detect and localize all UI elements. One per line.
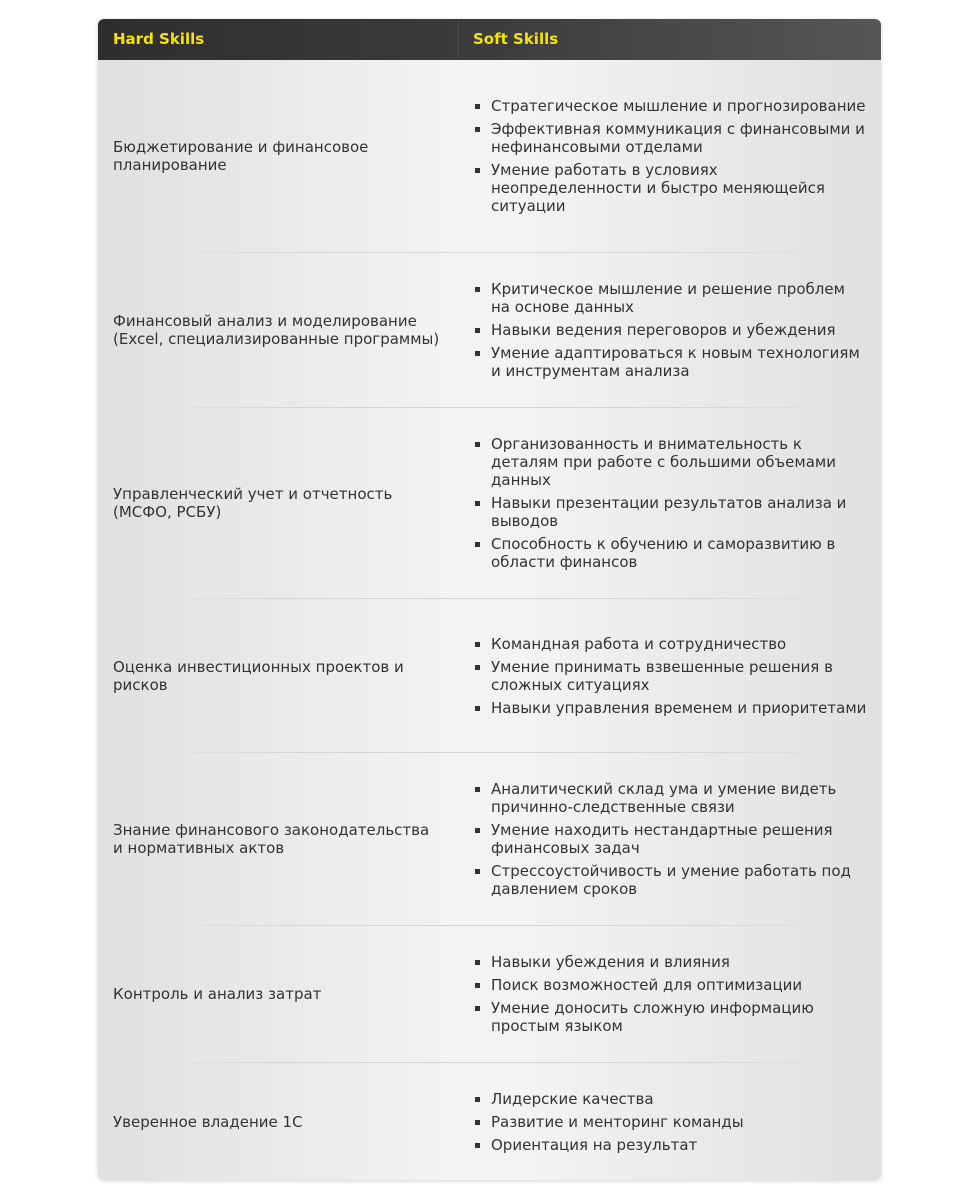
soft-skills-list <box>473 635 868 717</box>
table-row <box>98 253 881 407</box>
table-row <box>98 599 881 752</box>
skills-table <box>98 19 881 1180</box>
list-item <box>473 953 868 971</box>
square-bullet-icon <box>475 287 480 292</box>
square-bullet-icon <box>475 1006 480 1011</box>
square-bullet-icon <box>475 328 480 333</box>
hard-skill-cell: Финансовый анализ и моделирование (Excel, специализированные программы) <box>113 312 440 348</box>
soft-skill-text: Командная работа и сотрудничество <box>491 634 787 653</box>
soft-skill-text: Лидерские качества <box>491 1089 654 1108</box>
list-item <box>473 161 868 215</box>
header-hard-skills: Hard Skills <box>113 30 205 48</box>
soft-skill-text: Стрессоустойчивость и умение работать под давлением сроков <box>491 862 851 898</box>
list-item <box>473 344 868 380</box>
list-item <box>473 780 868 816</box>
table-row <box>98 1063 881 1180</box>
soft-skill-text: Навыки управления временем и приоритетами <box>491 698 867 717</box>
table-row <box>98 926 881 1062</box>
list-item <box>473 999 868 1035</box>
soft-skill-text: Умение принимать взвешенные решения в сложных ситуациях <box>491 657 833 694</box>
list-item <box>473 635 868 653</box>
soft-skills-list <box>473 435 868 571</box>
square-bullet-icon <box>475 104 480 109</box>
list-item <box>473 658 868 694</box>
square-bullet-icon <box>475 1143 480 1148</box>
table-header <box>98 19 881 60</box>
list-item <box>473 862 868 898</box>
soft-skill-text: Эффективная коммуникация с финансовыми и нефинансовыми отделами <box>491 120 865 156</box>
soft-skill-text: Навыки презентации результатов анализа и выводов <box>491 494 847 530</box>
list-item <box>473 535 868 571</box>
table-row <box>98 60 881 252</box>
hard-skill-cell: Бюджетирование и финансовое планирование <box>113 138 369 174</box>
soft-skill-text: Навыки убеждения и влияния <box>491 953 730 971</box>
square-bullet-icon <box>475 642 480 647</box>
hard-skill-cell: Контроль и анализ затрат <box>113 985 322 1003</box>
list-item <box>473 976 868 994</box>
list-item <box>473 821 868 857</box>
square-bullet-icon <box>475 168 480 173</box>
table-row <box>98 408 881 598</box>
soft-skills-list <box>473 780 868 898</box>
list-item <box>473 435 868 489</box>
square-bullet-icon <box>475 1120 480 1125</box>
hard-skill-cell: Уверенное владение 1С <box>113 1112 303 1131</box>
square-bullet-icon <box>475 351 480 356</box>
square-bullet-icon <box>475 787 480 792</box>
soft-skills-list <box>473 953 868 1035</box>
soft-skill-text: Аналитический склад ума и умение видеть причинно-следственные связи <box>491 780 837 816</box>
soft-skill-text: Умение адаптироваться к новым технологиям и инструментам анализа <box>491 344 860 380</box>
list-item <box>473 1113 868 1131</box>
list-item <box>473 699 868 717</box>
square-bullet-icon <box>475 960 480 965</box>
list-item <box>473 97 868 115</box>
list-item <box>473 1090 868 1108</box>
list-item <box>473 280 868 316</box>
square-bullet-icon <box>475 983 480 988</box>
square-bullet-icon <box>475 706 480 711</box>
table-row <box>98 753 881 925</box>
header-divider <box>458 19 459 60</box>
soft-skill-text: Умение доносить сложную информацию простым языком <box>491 999 814 1035</box>
hard-skill-cell: Знание финансового законодательства и нормативных актов <box>113 821 430 857</box>
square-bullet-icon <box>475 665 480 670</box>
soft-skill-text: Поиск возможностей для оптимизации <box>491 976 803 994</box>
square-bullet-icon <box>475 127 480 132</box>
header-soft-skills: Soft Skills <box>473 30 559 48</box>
list-item <box>473 321 868 339</box>
soft-skill-text: Критическое мышление и решение проблем на основе данных <box>491 280 845 316</box>
soft-skill-text: Навыки ведения переговоров и убеждения <box>491 321 836 339</box>
soft-skills-list <box>473 97 868 215</box>
square-bullet-icon <box>475 1097 480 1102</box>
soft-skill-text: Способность к обучению и саморазвитию в области финансов <box>491 535 836 571</box>
square-bullet-icon <box>475 869 480 874</box>
soft-skill-text: Организованность и внимательность к деталям при работе с большими объемами данных <box>491 435 836 489</box>
list-item <box>473 120 868 156</box>
list-item <box>473 494 868 530</box>
soft-skill-text: Развитие и менторинг команды <box>491 1112 744 1131</box>
soft-skills-list <box>473 1090 868 1154</box>
soft-skills-list <box>473 280 868 380</box>
hard-skill-cell: Оценка инвестиционных проектов и рисков <box>113 657 404 694</box>
soft-skill-text: Ориентация на результат <box>491 1135 698 1154</box>
soft-skill-text: Умение работать в условиях неопределенности и быстро меняющейся ситуации <box>491 161 825 215</box>
soft-skill-text: Стратегическое мышление и прогнозирование <box>491 97 866 115</box>
square-bullet-icon <box>475 542 480 547</box>
soft-skill-text: Умение находить нестандартные решения финансовых задач <box>491 821 833 857</box>
square-bullet-icon <box>475 442 480 447</box>
square-bullet-icon <box>475 501 480 506</box>
hard-skill-cell: Управленческий учет и отчетность (МСФО, РСБУ) <box>113 485 393 521</box>
square-bullet-icon <box>475 828 480 833</box>
list-item <box>473 1136 868 1154</box>
